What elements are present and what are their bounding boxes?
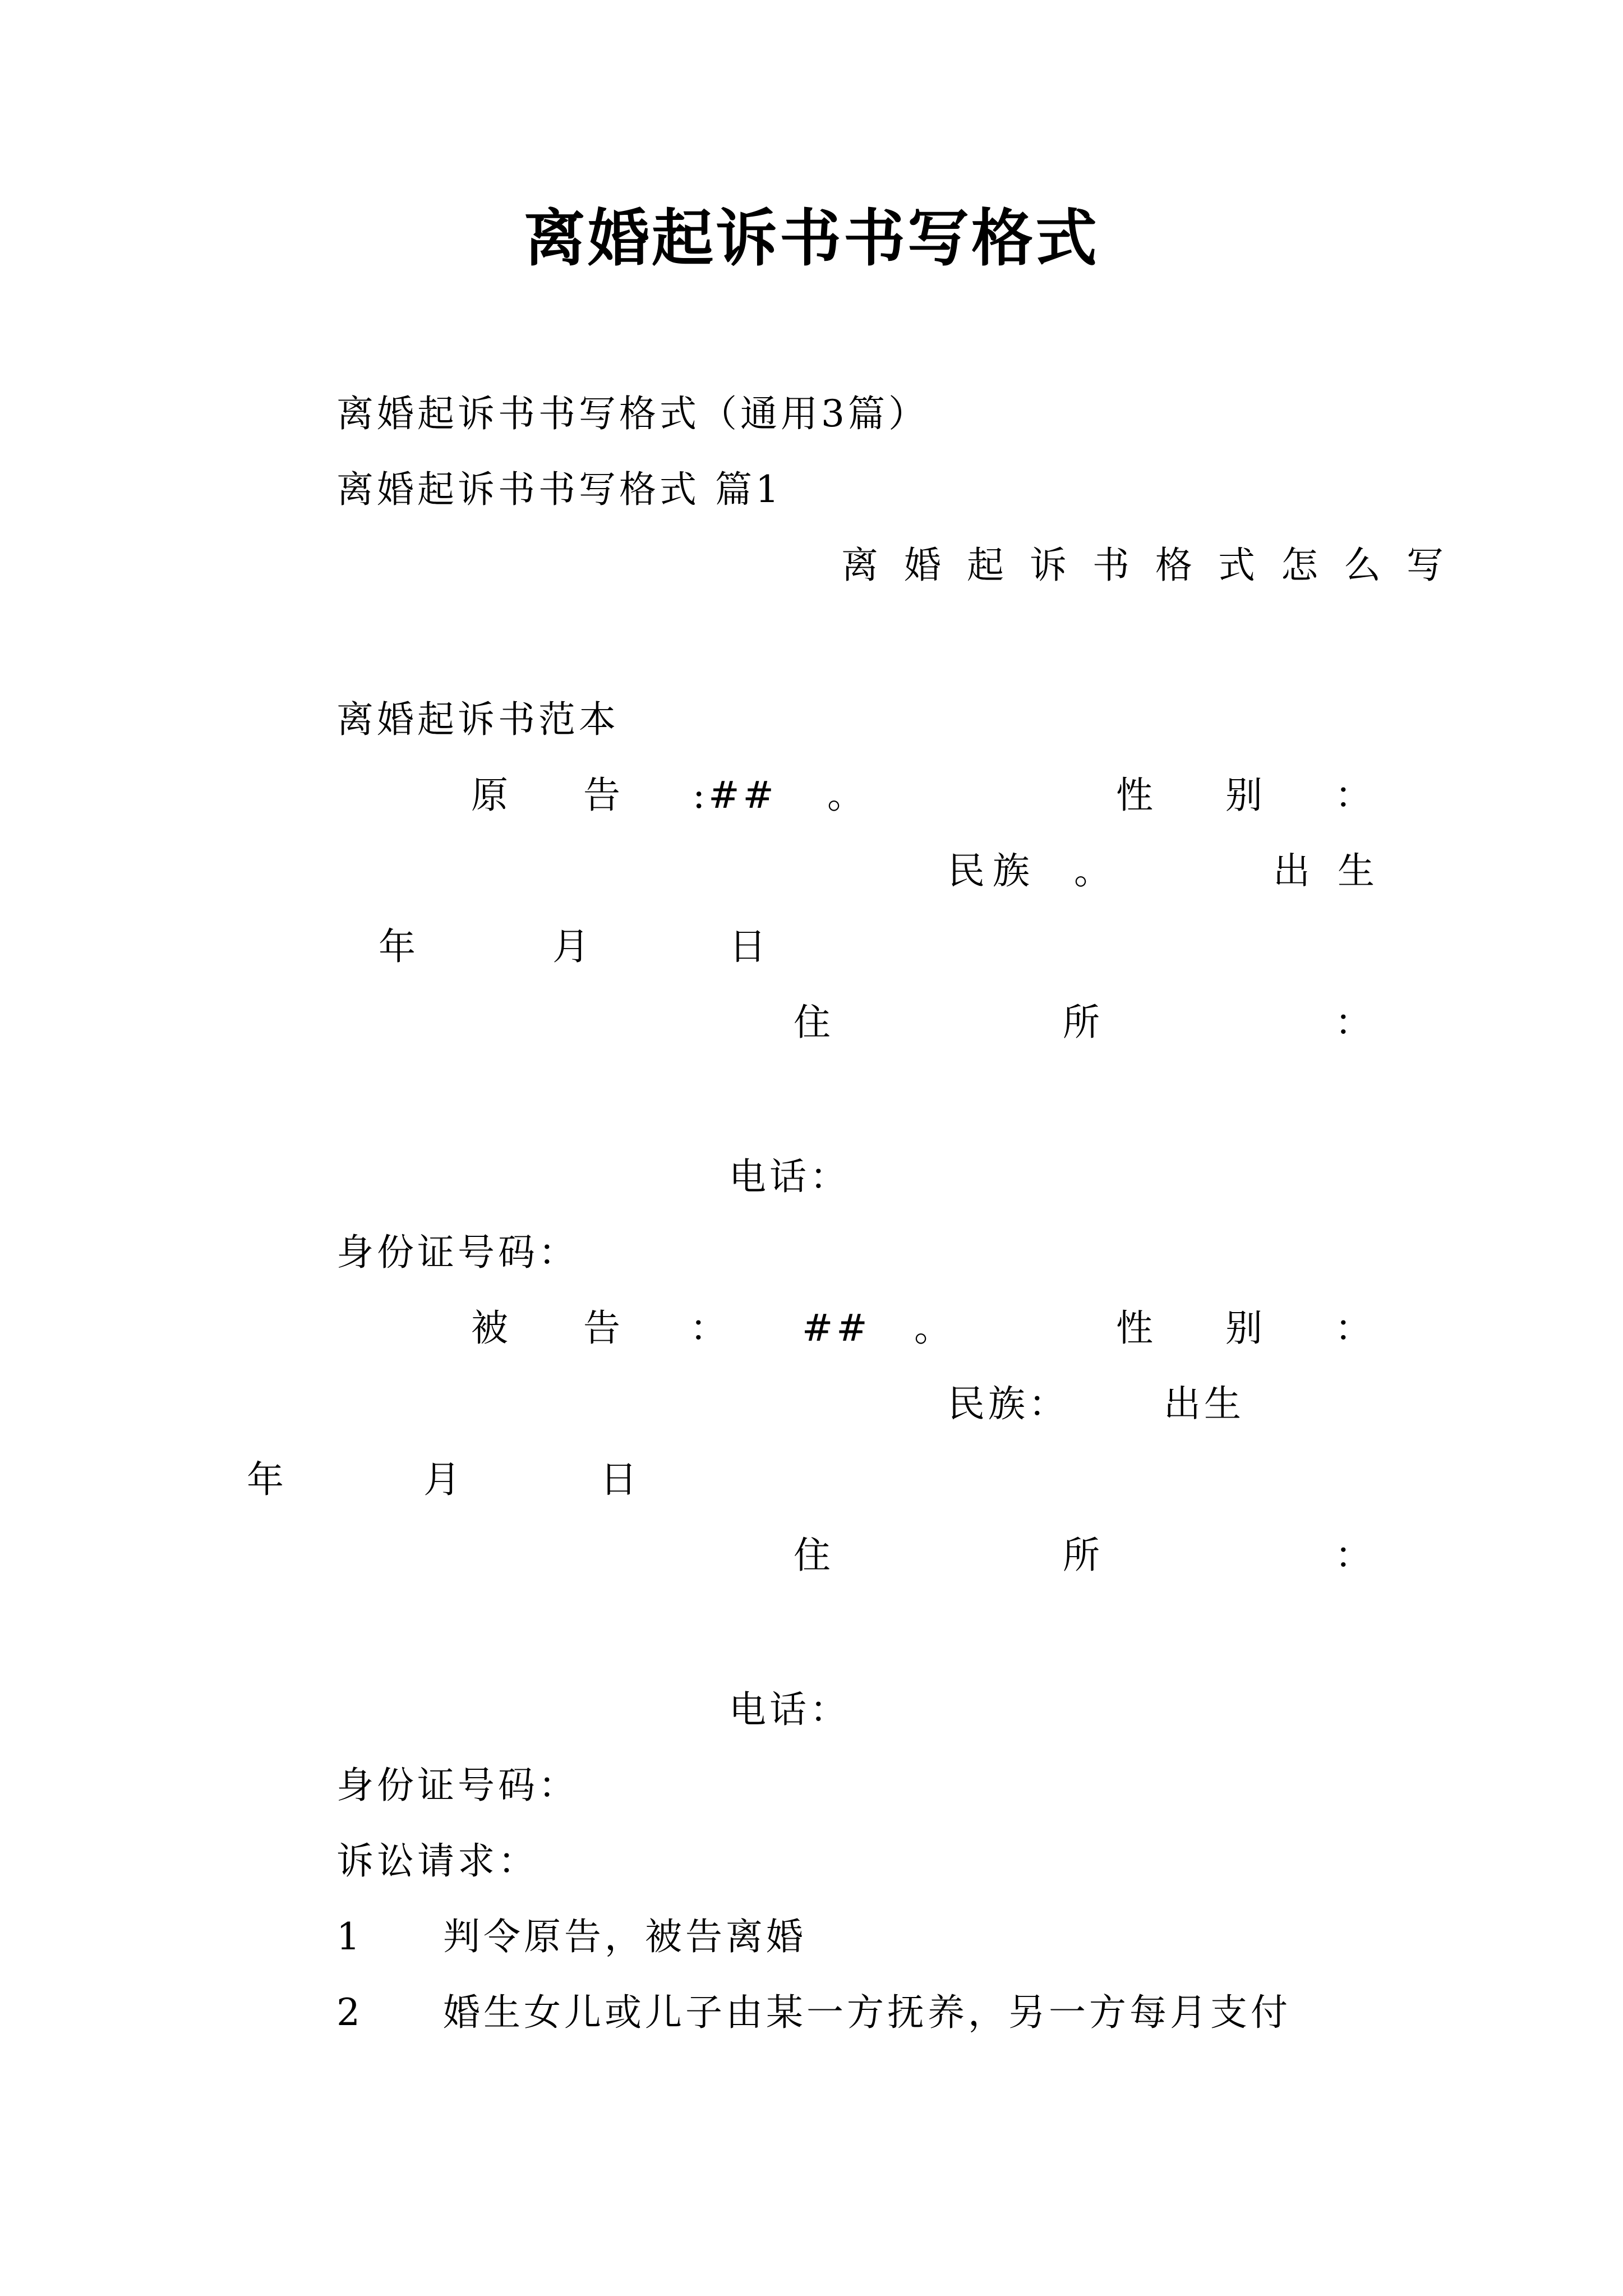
plaintiff-name-value: :##	[693, 774, 777, 817]
plaintiff-residence-char-2: 所	[1063, 1001, 1103, 1044]
claim-number: 1	[336, 1915, 363, 1958]
defendant-birth-day: 日	[600, 1458, 640, 1501]
plaintiff-gender-char-2: 别	[1225, 774, 1266, 817]
plaintiff-birth-char-1: 出	[1273, 849, 1313, 892]
plaintiff-birth-month: 月	[552, 925, 593, 968]
plaintiff-id-label: 身份证号码：	[336, 1231, 579, 1274]
plaintiff-name-period: 。	[827, 774, 868, 817]
defendant-residence-char-1: 住	[794, 1534, 834, 1577]
plaintiff-gender-char-1: 性	[1116, 774, 1156, 817]
plaintiff-role-char-2: 告	[583, 774, 624, 817]
plaintiff-gender-colon: ：	[1335, 774, 1375, 817]
claims-heading: 诉讼请求：	[336, 1839, 538, 1883]
claim-text: 判令原告，被告离婚	[443, 1915, 806, 1958]
plaintiff-phone-label: 电话：	[729, 1155, 850, 1198]
plaintiff-ethnicity: 民族	[948, 849, 1038, 892]
defendant-name-period: 。	[914, 1306, 955, 1350]
claim-number: 2	[336, 1991, 363, 2034]
intro-line: 离婚起诉书书写格式（通用3篇）	[336, 392, 929, 435]
document-title: 离婚起诉书书写格式	[524, 202, 1099, 274]
defendant-role-char-1: 被	[471, 1306, 511, 1350]
defendant-gender-colon: ：	[1335, 1306, 1375, 1350]
defendant-birth-month: 月	[423, 1458, 464, 1501]
defendant-phone-label: 电话：	[729, 1688, 850, 1731]
chapter-heading: 离婚起诉书书写格式 篇1	[336, 468, 782, 511]
plaintiff-role-char-1: 原	[471, 774, 511, 817]
defendant-ethnicity: 民族：	[948, 1382, 1069, 1425]
defendant-residence-colon: ：	[1335, 1534, 1375, 1577]
sample-heading: 离婚起诉书范本	[336, 698, 619, 741]
defendant-gender-char-2: 别	[1225, 1306, 1266, 1350]
plaintiff-residence-char-1: 住	[794, 1001, 834, 1044]
defendant-id-label: 身份证号码：	[336, 1764, 579, 1807]
plaintiff-birth-char-2: 生	[1338, 849, 1378, 892]
defendant-residence-char-2: 所	[1063, 1534, 1103, 1577]
plaintiff-ethnicity-period: 。	[1074, 849, 1114, 892]
defendant-name-value: ##	[802, 1306, 871, 1350]
plaintiff-residence-colon: ：	[1335, 1001, 1375, 1044]
defendant-colon: ：	[690, 1306, 730, 1350]
defendant-birth-year: 年	[247, 1458, 287, 1501]
plaintiff-birth-year: 年	[379, 925, 419, 968]
document-subtitle: 离婚起诉书格式怎么写	[841, 544, 1469, 587]
plaintiff-birth-day: 日	[729, 925, 769, 968]
claim-text: 婚生女儿或儿子由某一方抚养，另一方每月支付	[443, 1991, 1291, 2034]
defendant-role-char-2: 告	[583, 1306, 624, 1350]
defendant-birth: 出生	[1164, 1382, 1244, 1425]
defendant-gender-char-1: 性	[1116, 1306, 1156, 1350]
